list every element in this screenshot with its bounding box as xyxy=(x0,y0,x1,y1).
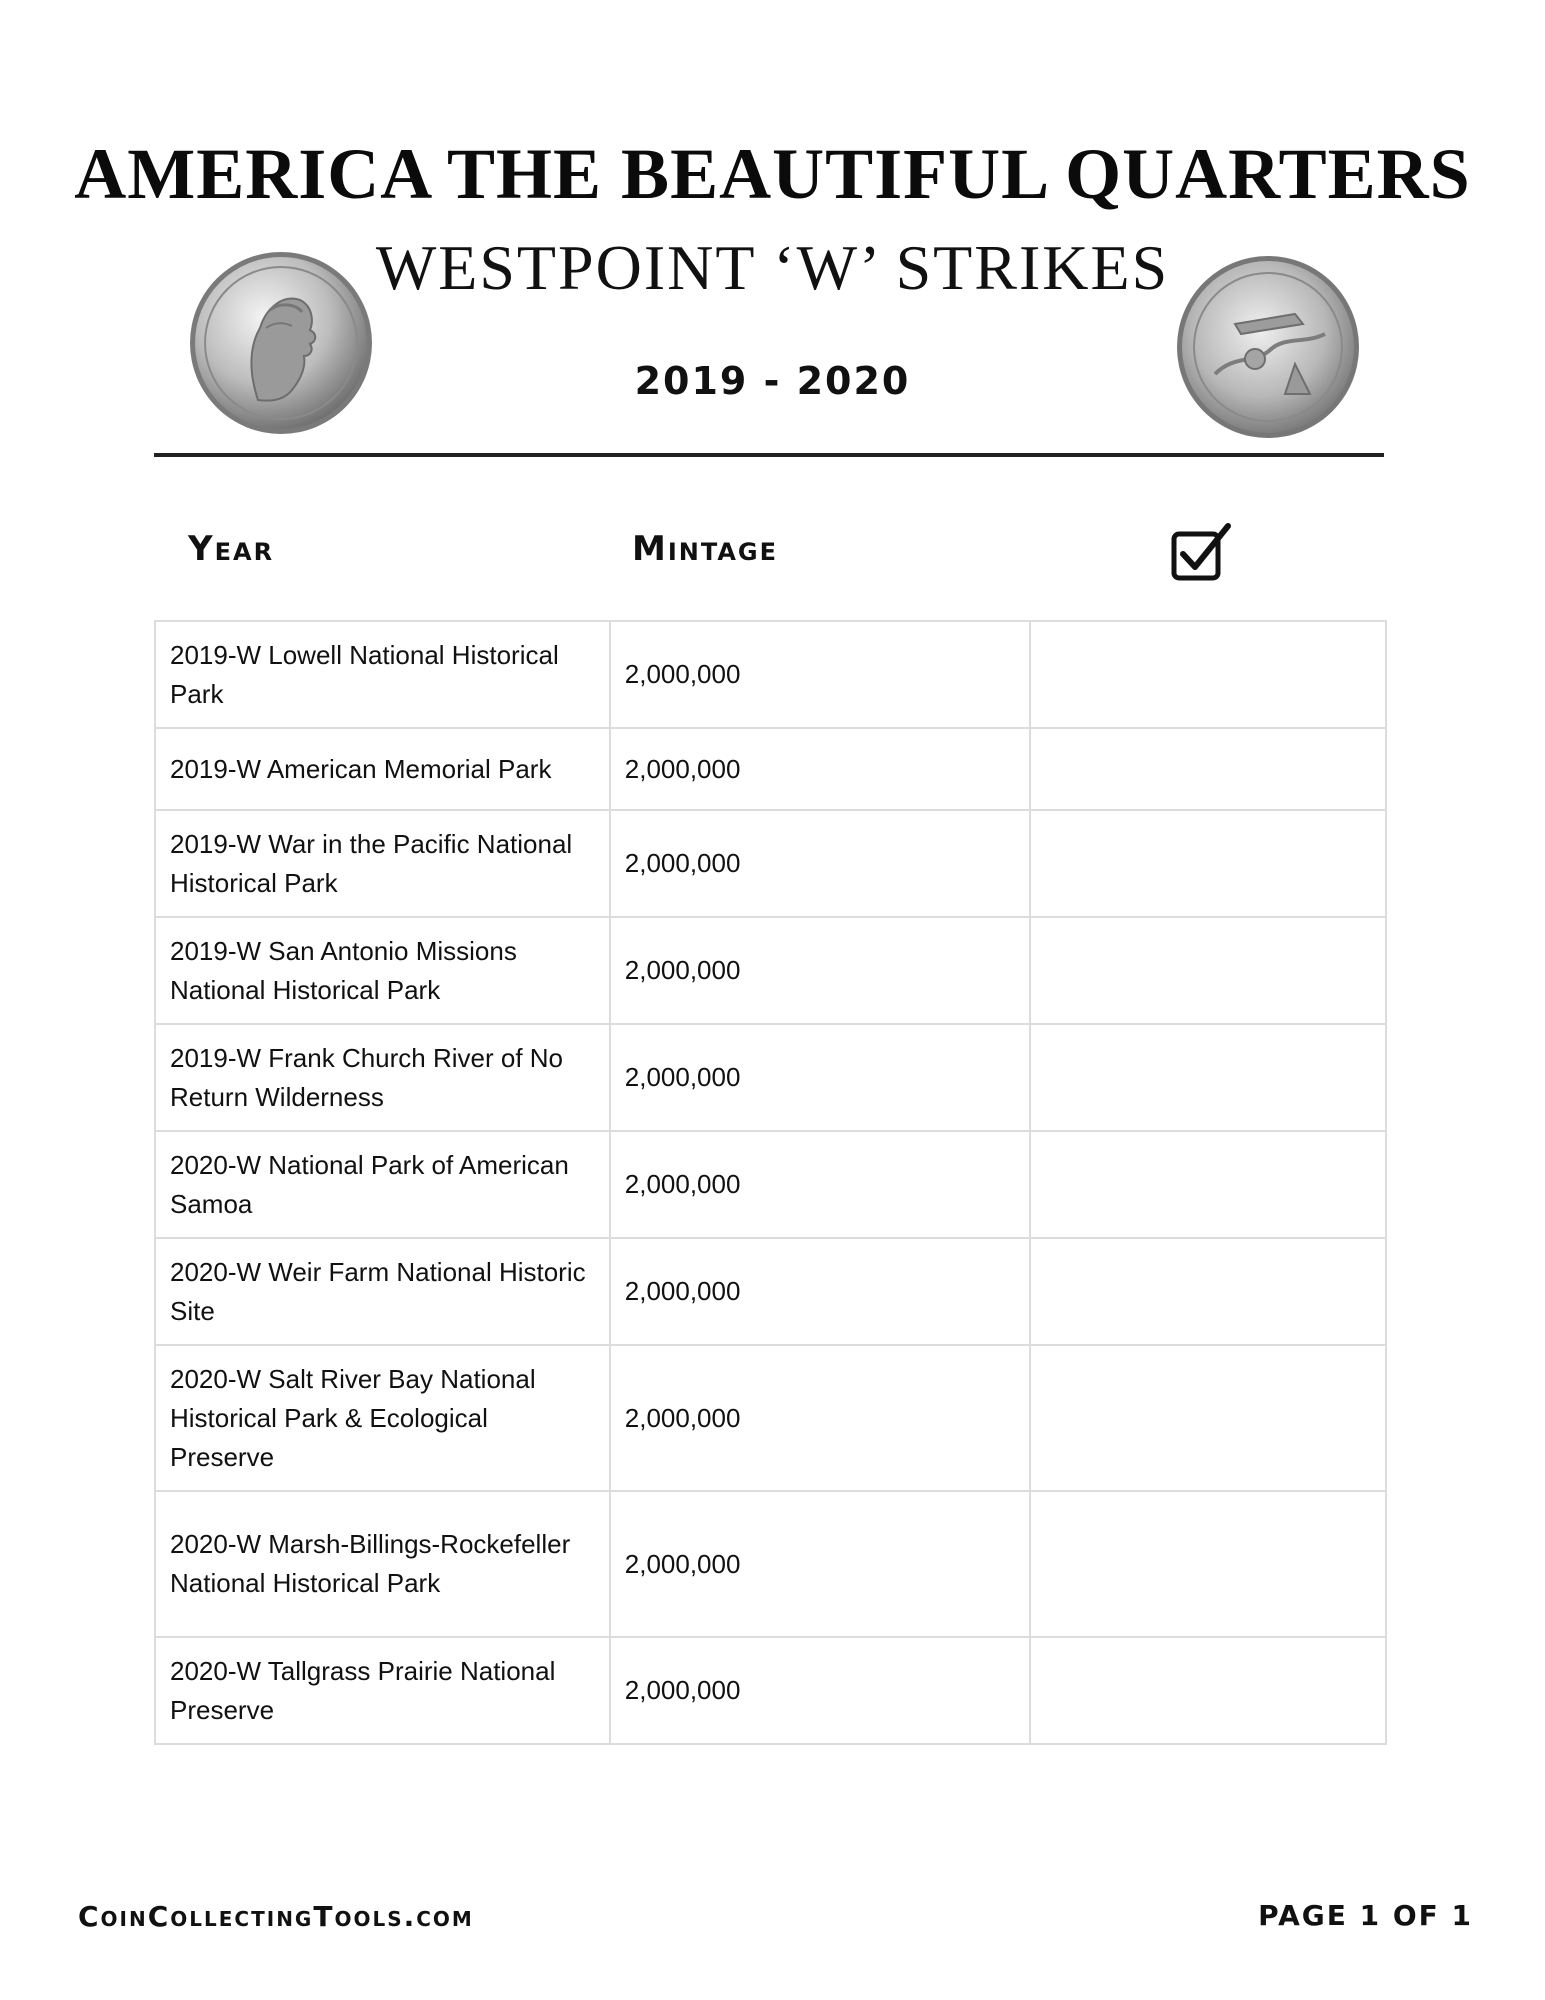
coin-mintage: 2,000,000 xyxy=(610,1238,1030,1345)
coin-name: 2019-W American Memorial Park xyxy=(155,728,610,810)
coin-mintage: 2,000,000 xyxy=(610,1024,1030,1131)
table-row xyxy=(155,1345,1386,1491)
coin-name: 2020-W Tallgrass Prairie National Preserve xyxy=(155,1637,610,1744)
page-subtitle: WESTPOINT ‘W’ STRIKES xyxy=(375,232,1170,303)
header-divider xyxy=(154,453,1384,457)
check-cell[interactable] xyxy=(1030,917,1386,1024)
coin-mintage: 2,000,000 xyxy=(610,728,1030,810)
quarter-obverse-icon xyxy=(188,250,374,436)
check-cell[interactable] xyxy=(1030,810,1386,917)
coin-name: 2020-W Salt River Bay National Historical Park & Ecological Preserve xyxy=(155,1345,610,1491)
table-row xyxy=(155,917,1386,1024)
coin-mintage: 2,000,000 xyxy=(610,1131,1030,1238)
footer-site: CoinCollectingTools.com xyxy=(78,1900,474,1933)
column-header-mintage: Mintage xyxy=(632,529,779,569)
table-row xyxy=(155,810,1386,917)
coin-name: 2020-W Marsh-Billings-Rockefeller National Historical Park xyxy=(155,1491,610,1637)
table-row xyxy=(155,1637,1386,1744)
table-row xyxy=(155,1024,1386,1131)
check-cell[interactable] xyxy=(1030,1491,1386,1637)
column-header-year: Year xyxy=(188,529,275,569)
check-cell[interactable] xyxy=(1030,1345,1386,1491)
page-title: AMERICA THE BEAUTIFUL QUARTERS xyxy=(74,134,1471,214)
checkbox-checked-icon xyxy=(1170,520,1238,584)
quarter-reverse-icon xyxy=(1175,254,1361,440)
check-cell[interactable] xyxy=(1030,621,1386,728)
coin-mintage: 2,000,000 xyxy=(610,1491,1030,1637)
coin-mintage: 2,000,000 xyxy=(610,621,1030,728)
coin-name: 2020-W National Park of American Samoa xyxy=(155,1131,610,1238)
coin-mintage: 2,000,000 xyxy=(610,1637,1030,1744)
coin-mintage: 2,000,000 xyxy=(610,917,1030,1024)
check-cell[interactable] xyxy=(1030,1637,1386,1744)
check-cell[interactable] xyxy=(1030,728,1386,810)
table-row xyxy=(155,1491,1386,1637)
check-cell[interactable] xyxy=(1030,1131,1386,1238)
coin-name: 2019-W Frank Church River of No Return Wilderness xyxy=(155,1024,610,1131)
coin-name: 2019-W War in the Pacific National Historical Park xyxy=(155,810,610,917)
table-row xyxy=(155,728,1386,810)
coin-mintage: 2,000,000 xyxy=(610,810,1030,917)
year-range: 2019 - 2020 xyxy=(634,359,911,403)
coin-name: 2020-W Weir Farm National Historic Site xyxy=(155,1238,610,1345)
coin-name: 2019-W San Antonio Missions National Historical Park xyxy=(155,917,610,1024)
table-row xyxy=(155,621,1386,728)
check-cell[interactable] xyxy=(1030,1024,1386,1131)
coin-table xyxy=(154,620,1387,1745)
footer-page-number: PAGE 1 OF 1 xyxy=(1258,1899,1473,1932)
coin-name: 2019-W Lowell National Historical Park xyxy=(155,621,610,728)
table-row xyxy=(155,1238,1386,1345)
coin-mintage: 2,000,000 xyxy=(610,1345,1030,1491)
check-cell[interactable] xyxy=(1030,1238,1386,1345)
table-row xyxy=(155,1131,1386,1238)
